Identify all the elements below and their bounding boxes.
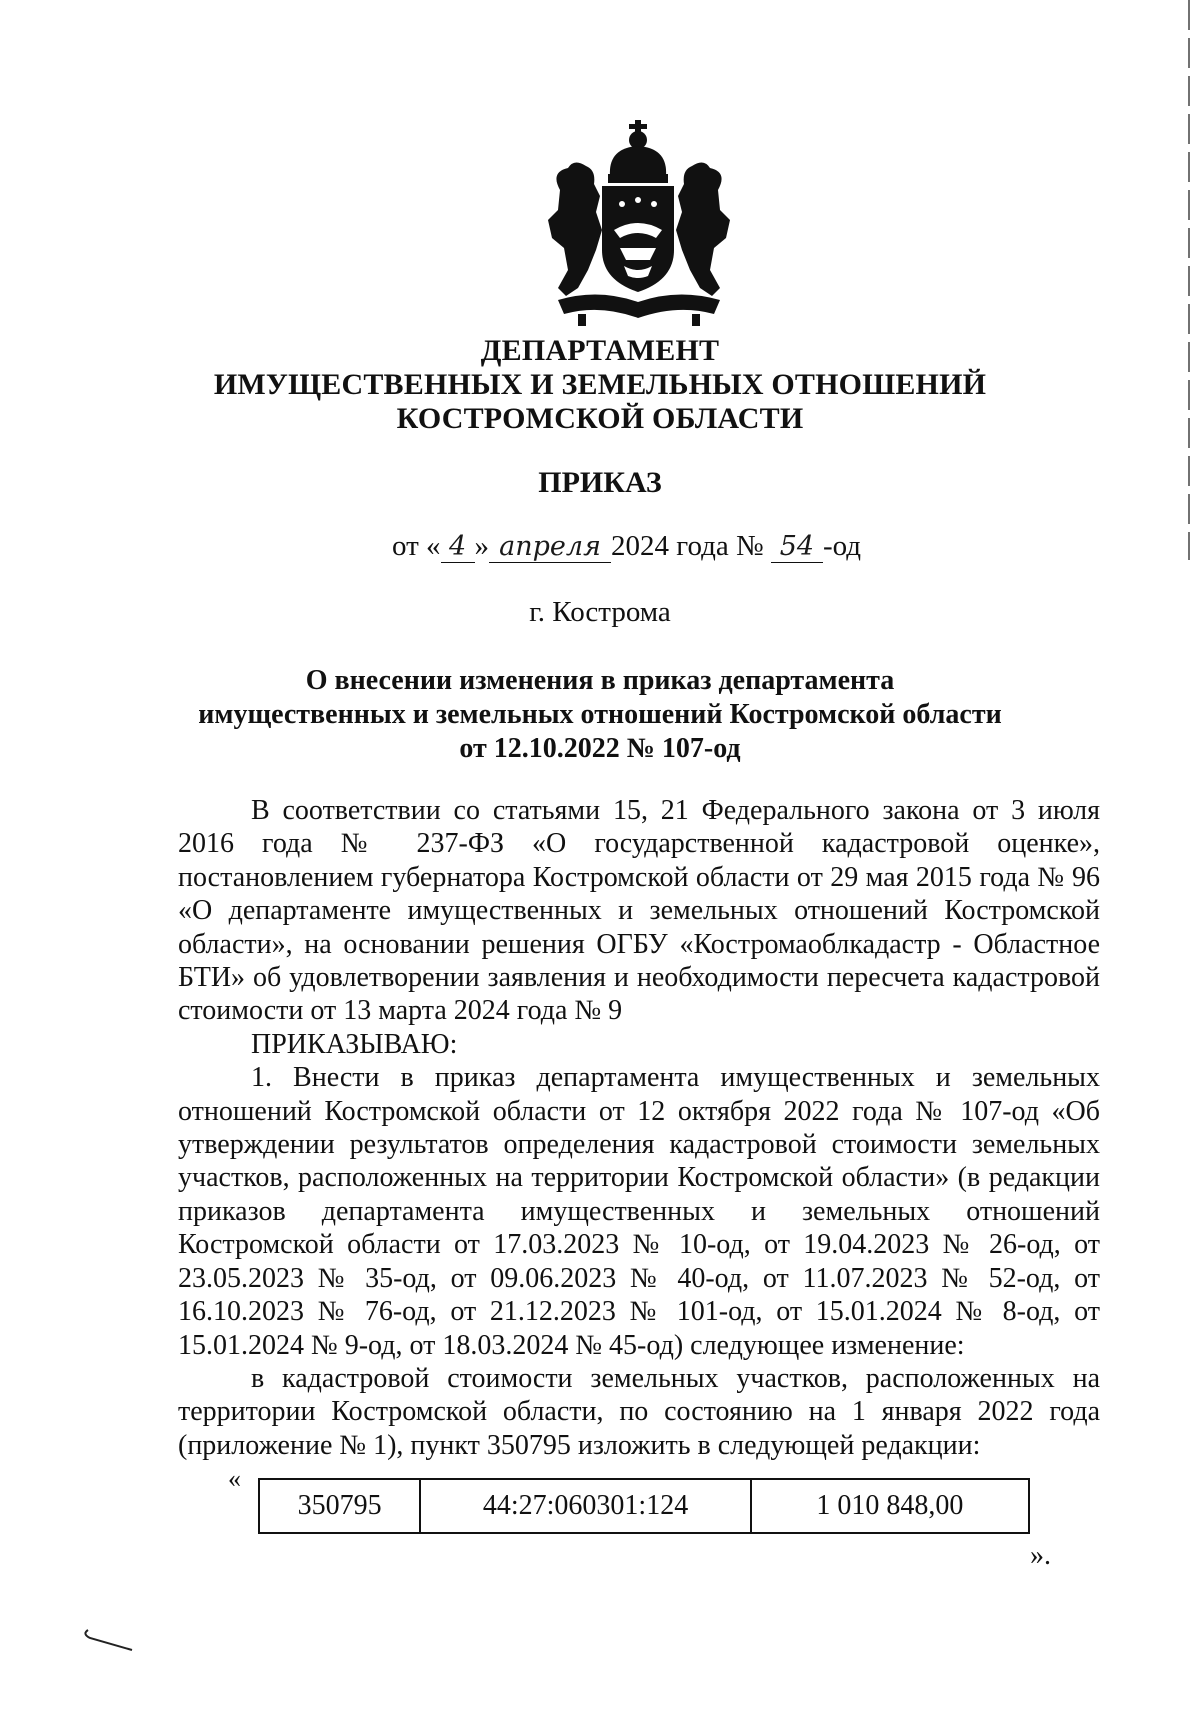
org-line-1: ДЕПАРТАМЕНТ bbox=[480, 334, 720, 367]
subject-line-1: О внесении изменения в приказ департамента bbox=[305, 665, 895, 696]
command-word: ПРИКАЗЫВАЮ: bbox=[251, 1028, 458, 1060]
order-year-text: 2024 года № bbox=[611, 530, 764, 562]
subject-line-2: имущественных и земельных отношений Костромской области bbox=[198, 699, 1002, 730]
order-prefix: от « bbox=[392, 530, 441, 562]
organization-name bbox=[0, 334, 1200, 436]
order-body bbox=[178, 794, 1100, 1462]
order-number: 54 bbox=[771, 532, 823, 563]
item-number-cell: 350795 bbox=[259, 1479, 420, 1533]
page-edge-line bbox=[1184, 0, 1194, 560]
clause-1-detail-paragraph: в кадастровой стоимости земельных участков, расположенных на территории Костромской области, по состоянию на 1 января 2022 года (приложение № 1), пункт 350795 изложить в следующей редакции: bbox=[178, 1362, 1100, 1461]
open-quote: « bbox=[228, 1464, 241, 1493]
order-suffix: -од bbox=[822, 530, 862, 562]
org-line-2: ИМУЩЕСТВЕННЫХ И ЗЕМЕЛЬНЫХ ОТНОШЕНИЙ bbox=[213, 368, 987, 401]
order-subject bbox=[0, 664, 1200, 766]
cadastral-value-table bbox=[258, 1478, 1030, 1534]
order-date-number bbox=[392, 530, 861, 563]
preamble-paragraph: В соответствии со статьями 15, 21 Федерального закона от 3 июля 2016 года № 237-ФЗ «О государственной кадастровой оценке», постановлением губернатора Костромской области от 29 мая 2015 года № 96 «О департаменте имущественных и земельных отношений Костромской области», на основании решения ОГБУ «Костромаоблкадастр - Областное БТИ» об удовлетворении заявления и необходимости пересчета кадастровой стоимости от 13 марта 2024 года № 9 bbox=[178, 795, 1100, 1027]
org-line-3: КОСТРОМСКОЙ ОБЛАСТИ bbox=[396, 402, 804, 435]
order-mid-quote: » bbox=[474, 530, 490, 562]
close-quote: ». bbox=[1030, 1540, 1051, 1571]
subject-line-3: от 12.10.2022 № 107-од bbox=[459, 733, 741, 764]
city: г. Кострома bbox=[529, 596, 671, 628]
document-type: ПРИКАЗ bbox=[538, 466, 662, 499]
order-month: апреля bbox=[489, 532, 611, 563]
cadastral-value-cell: 1 010 848,00 bbox=[751, 1479, 1029, 1533]
clause-1-paragraph: 1. Внести в приказ департамента имущественных и земельных отношений Костромской области от 12 октября 2022 года № 107-од «Об утверждении результатов определения кадастровой стоимости земельных участков, расположенных на территории Костромской области» (в редакции приказов департамента имущественных и земельных отношений Костромской области от 17.03.2023 № 10-од, от 19.04.2023 № 26-од, от 23.05.2023 № 35-од, от 09.06.2023 № 40-од, от 11.07.2023 № 52-од, от 16.10.2023 № 76-од, от 21.12.2023 № 101-од, от 15.01.2024 № 8-од, от 15.01.2024 № 9-од, от 18.03.2024 № 45-од) следующее изменение: bbox=[178, 1062, 1100, 1361]
cadastral-number-cell: 44:27:060301:124 bbox=[420, 1479, 750, 1533]
scan-mark-icon bbox=[80, 1624, 140, 1654]
coat-of-arms-icon bbox=[538, 120, 740, 326]
order-day: 4 bbox=[441, 532, 475, 563]
table-row bbox=[259, 1479, 1029, 1533]
